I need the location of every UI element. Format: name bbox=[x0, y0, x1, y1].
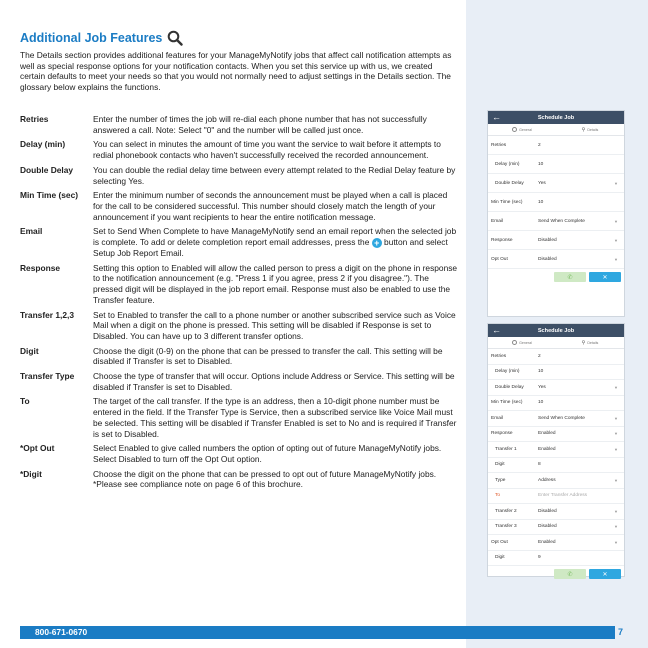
setting-label: Retries bbox=[491, 142, 507, 148]
setting-row[interactable] bbox=[488, 551, 624, 567]
setting-value[interactable]: Address bbox=[538, 477, 556, 483]
setting-label: Opt Out bbox=[491, 256, 508, 262]
phone-footer bbox=[488, 566, 624, 582]
setting-value[interactable]: Disabled bbox=[538, 508, 557, 514]
glossary-definition: Choose the digit (0-9) on the phone that can be pressed to transfer the call. This setting will be disabled if Transfer is set to Disabled. bbox=[93, 345, 443, 367]
setting-value[interactable]: Enabled bbox=[538, 446, 556, 452]
glossary-definition: Select Enabled to give called numbers the option of opting out of future ManageMyNotify jobs. Select Disabled to turn off the Opt Out option. bbox=[93, 443, 442, 464]
setting-label: To bbox=[495, 493, 501, 499]
chevron-down-icon: ▼ bbox=[614, 237, 618, 243]
footer-phone: 800-671-0670 bbox=[35, 627, 88, 637]
glossary-definition: Choose the type of transfer that will occur. Options include Address or Service. This setting will be disabled if Transfer is set to Disabled. bbox=[93, 371, 455, 392]
phone-title: Schedule Job bbox=[537, 327, 575, 334]
setting-row[interactable] bbox=[488, 174, 624, 193]
setting-label: Digit bbox=[495, 462, 505, 468]
phone-title: Schedule Job bbox=[537, 114, 575, 121]
setting-label: Min Time (sec) bbox=[491, 199, 523, 205]
glossary-definition: The target of the call transfer. If the type is an address, then a 10-digit phone number must be entered in the field. If the Transfer Type is Service, then a subscribed service like Voice Mail must be selected. This setting will be disabled if Transfer Enabled is set to No and is required if Transfer is set to Disabled. bbox=[93, 396, 457, 439]
close-button[interactable]: ✕ bbox=[589, 569, 621, 579]
tab-details[interactable] bbox=[556, 124, 624, 135]
glossary-row bbox=[20, 263, 458, 306]
glossary-term: To bbox=[20, 396, 30, 407]
setting-value[interactable]: 10 bbox=[538, 369, 544, 375]
setting-row[interactable] bbox=[488, 535, 624, 551]
setting-row[interactable] bbox=[488, 250, 624, 269]
setting-label: Double Delay bbox=[495, 180, 524, 186]
setting-value[interactable]: 9 bbox=[538, 555, 541, 561]
glossary-row bbox=[20, 165, 458, 186]
setting-row[interactable] bbox=[488, 427, 624, 443]
chevron-down-icon: ▼ bbox=[614, 218, 618, 224]
phone-tabs bbox=[488, 337, 624, 349]
glossary-definition: You can select in minutes the amount of time you want the service to wait before it attempts to redial phonebook contacts who haven't successfully received the recorded announcement. bbox=[93, 139, 441, 161]
setting-row[interactable] bbox=[488, 193, 624, 212]
setting-value[interactable]: Disabled bbox=[538, 256, 557, 262]
search-icon: ⚲ bbox=[581, 339, 586, 346]
glossary-term: Transfer 1,2,3 bbox=[20, 309, 75, 320]
setting-row[interactable] bbox=[488, 231, 624, 250]
phone-title-bar bbox=[488, 111, 624, 124]
glossary-row bbox=[20, 310, 458, 342]
setting-value[interactable]: Enabled bbox=[538, 539, 556, 545]
phone-rows bbox=[488, 349, 624, 566]
setting-value[interactable]: Disabled bbox=[538, 524, 557, 530]
intro-paragraph: The Details section provides additional features for your ManageMyNotify jobs that affect call notification attempts as well as special response options for your notification contacts. When you set this service up with us, we created certain defaults to meet your needs so that you would not normally need to adjust settings in the Details section. The glossary below explains the functions. bbox=[20, 50, 452, 93]
plus-icon: + bbox=[372, 238, 382, 248]
glossary-term: *Opt Out bbox=[20, 443, 55, 454]
phone-screenshot-details bbox=[487, 110, 625, 317]
glossary-term: Double Delay bbox=[20, 164, 74, 175]
chevron-down-icon: ▼ bbox=[614, 524, 618, 530]
call-button[interactable]: ✆ bbox=[554, 272, 586, 282]
setting-row[interactable] bbox=[488, 155, 624, 174]
setting-value[interactable]: Yes bbox=[538, 180, 546, 186]
setting-row[interactable] bbox=[488, 136, 624, 155]
setting-value[interactable]: 10 bbox=[538, 199, 544, 205]
glossary-row bbox=[20, 469, 458, 490]
setting-row[interactable] bbox=[488, 473, 624, 489]
chevron-down-icon: ▼ bbox=[614, 508, 618, 514]
chevron-down-icon: ▼ bbox=[614, 415, 618, 421]
setting-row[interactable] bbox=[488, 349, 624, 365]
glossary-row bbox=[20, 190, 458, 222]
setting-label: Email bbox=[491, 415, 503, 421]
setting-label: Transfer 2 bbox=[495, 508, 517, 514]
chevron-down-icon: ▼ bbox=[614, 384, 618, 390]
chevron-down-icon: ▼ bbox=[614, 539, 618, 545]
back-arrow-icon[interactable]: ← bbox=[492, 325, 501, 335]
tab-general[interactable] bbox=[488, 124, 556, 135]
setting-label: Delay (min) bbox=[495, 161, 520, 167]
setting-value[interactable]: 2 bbox=[538, 353, 541, 359]
setting-value[interactable]: 8 bbox=[538, 462, 541, 468]
glossary-row bbox=[20, 226, 458, 258]
glossary-row bbox=[20, 371, 458, 392]
tab-general-label: General bbox=[519, 127, 532, 132]
page-title-text: Additional Job Features bbox=[20, 31, 163, 45]
phone-footer bbox=[488, 269, 624, 285]
glossary-definition: Setting this option to Enabled will allow the called person to press a digit on the phone in response to the notification announcement (e.g. "Press 1 if you agree, press 2 if you disagree."). The pressed digit will be displayed in the job report email. Response must also be enabled to use the Transfer feature. bbox=[93, 262, 458, 305]
glossary-term: *Digit bbox=[20, 468, 42, 479]
glossary-definition: Enter the minimum number of seconds the announcement must be played when a call is placed for the call to be considered successful. This number should closely match the length of your announcement if you want recipients to hear the entire notification message. bbox=[93, 190, 448, 222]
phone-screenshot-transfer bbox=[487, 323, 625, 577]
glossary-term: Email bbox=[20, 226, 43, 237]
setting-value[interactable]: 2 bbox=[538, 142, 541, 148]
setting-label: Opt Out bbox=[491, 539, 508, 545]
tab-details[interactable] bbox=[556, 337, 624, 348]
phone-tabs bbox=[488, 124, 624, 136]
glossary-term: Retries bbox=[20, 114, 49, 124]
setting-label: Min Time (sec) bbox=[491, 400, 523, 406]
tab-details-label: Details bbox=[587, 340, 599, 345]
glossary-term: Response bbox=[20, 262, 61, 273]
glossary-row bbox=[20, 114, 458, 135]
setting-value[interactable]: Send When Complete bbox=[538, 218, 585, 224]
close-button[interactable]: ✕ bbox=[589, 272, 621, 282]
footer-bar bbox=[20, 626, 615, 639]
setting-label: Double Delay bbox=[495, 384, 524, 390]
setting-row[interactable] bbox=[488, 442, 624, 458]
setting-value[interactable]: Yes bbox=[538, 384, 546, 390]
setting-value[interactable]: Enter Transfer Address bbox=[538, 493, 588, 499]
setting-label: Transfer 3 bbox=[495, 524, 517, 530]
phone-rows bbox=[488, 136, 624, 269]
email-def-before: Set to Send When Complete to have ManageMyNotify send an email report when the selected job is complete. To add or delete completion report email addresses, press the bbox=[93, 226, 457, 248]
chevron-down-icon: ▼ bbox=[614, 180, 618, 186]
glossary-row bbox=[20, 396, 458, 439]
glossary-term: Delay (min) bbox=[20, 139, 66, 150]
setting-label: Digit bbox=[495, 555, 505, 561]
glossary-term: Digit bbox=[20, 345, 39, 356]
tab-general-label: General bbox=[519, 340, 532, 345]
glossary-row bbox=[20, 443, 458, 464]
glossary-definition: You can double the redial delay time between every attempt related to the Redial Delay feature by selecting Yes. bbox=[93, 164, 456, 186]
glossary-definition bbox=[93, 226, 458, 258]
page-title bbox=[20, 30, 183, 46]
page-number: 7 bbox=[618, 627, 624, 637]
setting-label: Response bbox=[491, 237, 513, 243]
glossary-row bbox=[20, 139, 458, 160]
setting-value[interactable]: 10 bbox=[538, 400, 544, 406]
glossary-row bbox=[20, 346, 458, 367]
tab-details-label: Details bbox=[587, 127, 599, 132]
phone-title-bar bbox=[488, 324, 624, 337]
setting-row[interactable] bbox=[488, 489, 624, 505]
glossary bbox=[20, 114, 458, 494]
chevron-down-icon: ▼ bbox=[614, 477, 618, 483]
glossary-term: Min Time (sec) bbox=[20, 190, 79, 201]
chevron-down-icon: ▼ bbox=[614, 431, 618, 437]
setting-label: Type bbox=[495, 477, 506, 483]
setting-value[interactable]: 10 bbox=[538, 161, 544, 167]
setting-value[interactable]: Enabled bbox=[538, 431, 556, 437]
glossary-definition: Choose the digit on the phone that can be pressed to opt out of future ManageMyNotify jobs. *Please see compliance note on page 6 of this brochure. bbox=[93, 468, 437, 490]
setting-label: Email bbox=[491, 218, 503, 224]
setting-row[interactable] bbox=[488, 365, 624, 381]
back-arrow-icon[interactable]: ← bbox=[492, 112, 501, 122]
glossary-definition: Enter the number of times the job will re-dial each phone number that has not successfully answered a call. Note: Select "0" and the number will be called just once. bbox=[93, 114, 427, 135]
setting-row[interactable] bbox=[488, 504, 624, 520]
search-icon bbox=[167, 30, 183, 46]
call-button[interactable]: ✆ bbox=[554, 569, 586, 579]
chevron-down-icon: ▼ bbox=[614, 446, 618, 452]
setting-label: Delay (min) bbox=[495, 369, 520, 375]
setting-row[interactable] bbox=[488, 380, 624, 396]
email-def-after: button and select Setup Job Report Email. bbox=[93, 237, 448, 259]
glossary-term: Transfer Type bbox=[20, 371, 75, 382]
setting-value[interactable]: Send When Complete bbox=[538, 415, 585, 421]
chevron-down-icon: ▼ bbox=[614, 256, 618, 262]
setting-row[interactable] bbox=[488, 520, 624, 536]
search-icon: ⚲ bbox=[581, 126, 586, 133]
setting-value[interactable]: Disabled bbox=[538, 237, 557, 243]
setting-label: Retries bbox=[491, 353, 507, 359]
glossary-definition: Set to Enabled to transfer the call to a phone number or another subscribed service such as Voice Mail when a digit on the phone is pressed. This setting will be disabled if Response is set to Disabled. You can have up to 3 different transfer options. bbox=[93, 309, 456, 341]
setting-row[interactable] bbox=[488, 396, 624, 412]
setting-label: Transfer 1 bbox=[495, 446, 517, 452]
gear-icon bbox=[512, 340, 517, 345]
setting-row[interactable] bbox=[488, 458, 624, 474]
tab-general[interactable] bbox=[488, 337, 556, 348]
setting-row[interactable] bbox=[488, 212, 624, 231]
setting-row[interactable] bbox=[488, 411, 624, 427]
setting-label: Response bbox=[491, 431, 513, 437]
gear-icon bbox=[512, 127, 517, 132]
